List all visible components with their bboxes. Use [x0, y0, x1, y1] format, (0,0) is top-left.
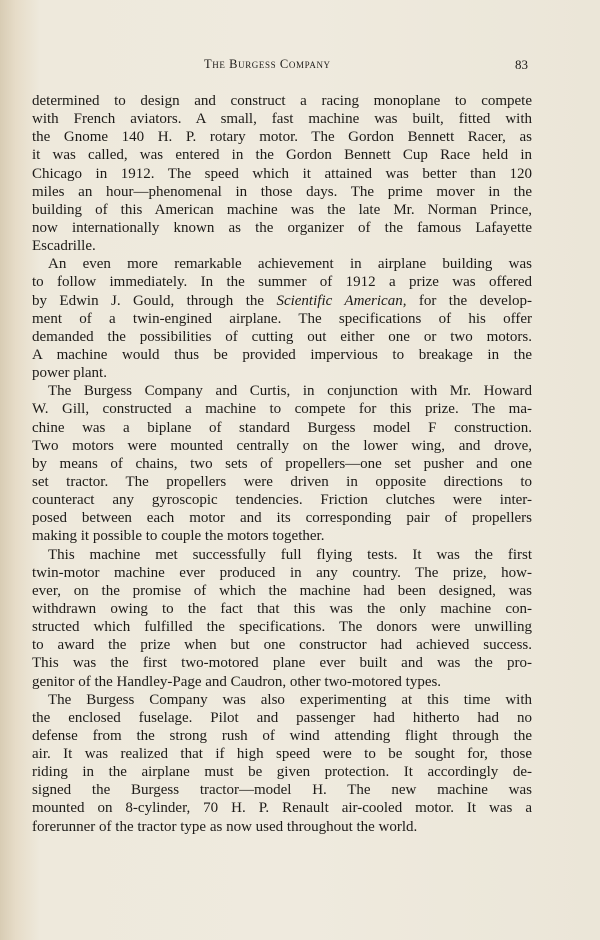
text-line: the enclosed fuselage. Pilot and passenger had hitherto had no — [32, 709, 532, 726]
text-line: An even more remarkable achievement in airplane building was — [48, 256, 532, 273]
text-line: air. It was realized that if high speed were to be sought for, those — [32, 746, 532, 763]
page-number: 83 — [515, 57, 528, 72]
text-line: set tractor. The propellers were driven in opposite directions to — [32, 473, 532, 490]
text-line: structed which fulfilled the specifications. The donors were unwilling — [32, 619, 532, 636]
text-line: making it possible to couple the motors together. — [32, 528, 325, 545]
text-line: defense from the strong rush of wind attending flight through the — [32, 727, 532, 744]
text-line: This machine met successfully full flying tests. It was the first — [48, 546, 532, 563]
text-line: riding in the airplane must be given protection. It accordingly de- — [32, 764, 532, 781]
text-line: miles an hour—phenomenal in those days. The prime mover in the — [32, 183, 532, 200]
text-line: ever, on the promise of which the machine had been designed, was — [32, 582, 532, 599]
text-line: building of this American machine was the late Mr. Norman Prince, — [32, 201, 532, 218]
text-line: now internationally known as the organizer of the famous Lafayette — [32, 219, 532, 236]
text-line: demanded the possibilities of cutting out either one or two motors. — [32, 328, 532, 345]
paragraph — [32, 546, 532, 691]
running-head — [32, 57, 532, 77]
text-line: W. Gill, constructed a machine to compete for this prize. The ma- — [32, 401, 532, 418]
text-line: by means of chains, two sets of propellers—one set pusher and one — [32, 455, 532, 472]
text-line: mounted on 8-cylinder, 70 H. P. Renault air-cooled motor. It was a — [32, 800, 532, 817]
text-line: forerunner of the tractor type as now used throughout the world. — [32, 818, 418, 835]
text-line: Chicago in 1912. The speed which it attained was better than 120 — [32, 165, 532, 182]
text-line: to award the prize when but one constructor had achieved success. — [32, 637, 532, 654]
text-line: The Burgess Company and Curtis, in conjunction with Mr. Howard — [48, 383, 532, 400]
text-line: chine was a biplane of standard Burgess model F construction. — [32, 419, 532, 436]
text-line: genitor of the Handley-Page and Caudron, other two-motored types. — [32, 673, 442, 690]
text-line: The Burgess Company was also experimenting at this time with — [48, 691, 532, 708]
text-line: to follow immediately. In the summer of 1912 a prize was offered — [32, 274, 532, 291]
text-line: counteract any gyroscopic tendencies. Friction clutches were inter- — [32, 492, 532, 509]
text-line: Escadrille. — [32, 238, 96, 255]
text-line: twin-motor machine ever produced in any country. The prize, how- — [32, 564, 532, 581]
paragraph — [32, 691, 532, 836]
text-line: signed the Burgess tractor—model H. The new machine was — [32, 782, 532, 799]
paragraph — [32, 92, 532, 255]
text-line: This was the first two-motored plane ever built and was the pro- — [32, 655, 532, 672]
paragraph — [32, 255, 532, 382]
body-text — [32, 92, 532, 836]
text-line: posed between each motor and its corresponding pair of propellers — [32, 510, 532, 527]
text-line: ment of a twin-engined airplane. The specifications of his offer — [32, 310, 532, 327]
running-title: The Burgess Company — [204, 57, 331, 71]
text-line: A machine would thus be provided impervious to breakage in the — [32, 346, 532, 363]
text-line: by Edwin J. Gould, through the Scientific American, for the develop- — [32, 292, 532, 309]
text-line: determined to design and construct a racing monoplane to compete — [32, 93, 532, 109]
text-line: Two motors were mounted centrally on the lower wing, and drove, — [32, 437, 532, 454]
paragraph — [32, 382, 532, 545]
text-line: with French aviators. A small, fast machine was built, fitted with — [32, 111, 532, 128]
text-line: withdrawn owing to the fact that this was the only machine con- — [32, 600, 532, 617]
text-line: it was called, was entered in the Gordon Bennett Cup Race held in — [32, 147, 532, 164]
text-line: power plant. — [32, 365, 107, 382]
text-line: the Gnome 140 H. P. rotary motor. The Gordon Bennett Racer, as — [32, 129, 532, 146]
